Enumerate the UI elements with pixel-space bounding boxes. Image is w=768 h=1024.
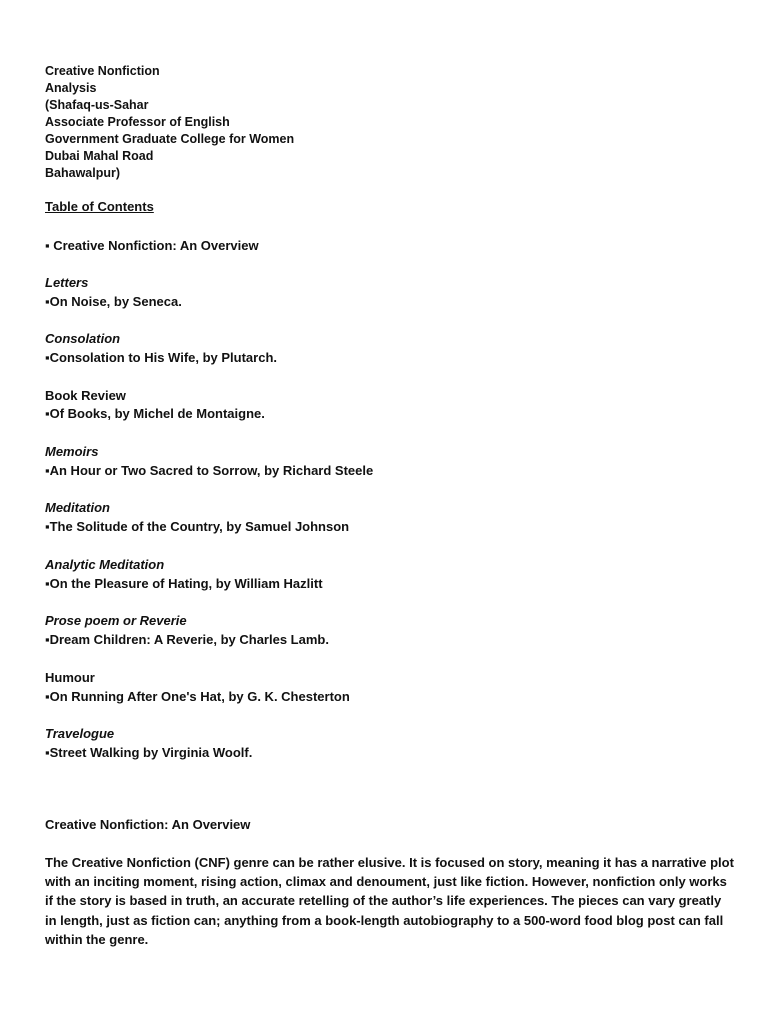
toc-entry[interactable]: ▪The Solitude of the Country, by Samuel Johnson [45, 519, 350, 534]
toc-category: Prose poem or Reverie [45, 613, 187, 628]
toc-entry[interactable]: ▪Of Books, by Michel de Montaigne. [45, 406, 265, 421]
toc-entry[interactable]: ▪On Running After One's Hat, by G. K. Chesterton [45, 689, 350, 704]
toc-category: Travelogue [45, 726, 115, 741]
toc-entry[interactable]: ▪On the Pleasure of Hating, by William Hazlitt [45, 576, 323, 591]
section-title: Creative Nonfiction: An Overview [45, 817, 251, 832]
toc-category: Humour [45, 670, 95, 685]
toc-entry[interactable]: ▪On Noise, by Seneca. [45, 294, 182, 309]
toc-category: Book Review [45, 388, 126, 403]
toc-entry[interactable]: ▪Consolation to His Wife, by Plutarch. [45, 350, 278, 365]
header-line: Dubai Mahal Road [45, 149, 154, 163]
overview-paragraph: The Creative Nonfiction (CNF) genre can be rather elusive. It is focused on story, meaning it has a narrative plot with an inciting moment, rising action, climax and denoument, just like fiction. However, nonfiction only works if the story is based in truth, an accurate retelling of the author’s life experiences. The pieces can vary greatly in length, just as fiction can; anything from a book-length autobiography to a 500-word food blog post can fall within the genre. [45, 855, 734, 947]
header-line: Creative Nonfiction [45, 64, 160, 78]
header-line: Associate Professor of English [45, 115, 230, 129]
toc-category: Meditation [45, 500, 110, 515]
header-line: Government Graduate College for Women [45, 132, 295, 146]
toc-entry[interactable]: ▪An Hour or Two Sacred to Sorrow, by Richard Steele [45, 463, 374, 478]
header-line: (Shafaq-us-Sahar [45, 98, 149, 112]
toc-category: Letters [45, 275, 89, 290]
toc-category: Consolation [45, 331, 121, 346]
toc-title: Table of Contents [45, 199, 154, 214]
toc-entry-overview[interactable]: ▪ Creative Nonfiction: An Overview [45, 238, 259, 253]
toc-category: Memoirs [45, 444, 99, 459]
toc-entry[interactable]: ▪Dream Children: A Reverie, by Charles Lamb. [45, 632, 329, 647]
toc-entry[interactable]: ▪Street Walking by Virginia Woolf. [45, 745, 253, 760]
header-line: Analysis [45, 81, 97, 95]
toc-category: Analytic Meditation [45, 557, 165, 572]
header-line: Bahawalpur) [45, 166, 121, 180]
